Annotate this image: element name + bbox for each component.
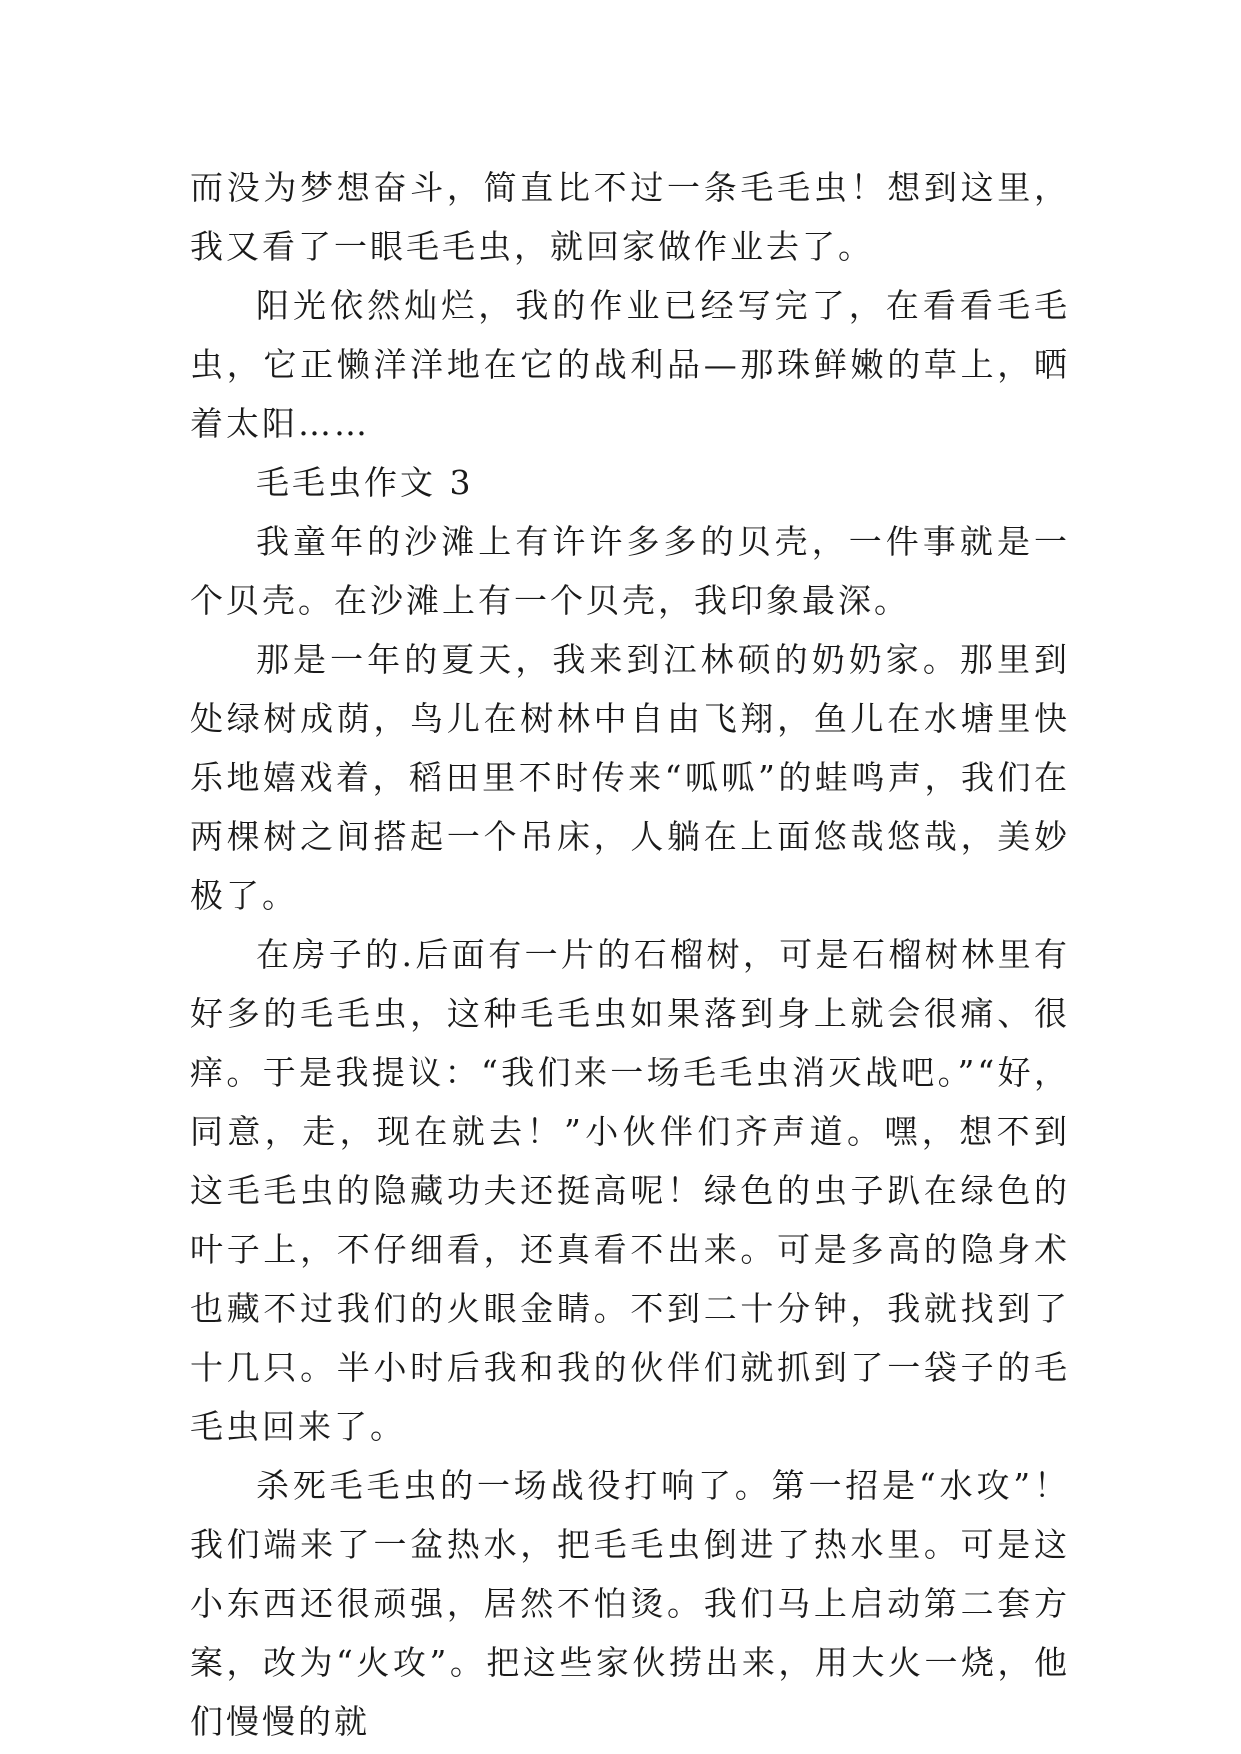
- paragraph-pomegranate: 在房子的.后面有一片的石榴树，可是石榴树林里有好多的毛毛虫，这种毛毛虫如果落到身上就会很痛、很痒。于是我提议：“我们来一场毛毛虫消灭战吧。”“好，同意，走，现在就去！”小伙伴们齐声道。嘿，想不到这毛毛虫的隐藏功夫还挺高呢！绿色的虫子趴在绿色的叶子上，不仔细看，还真看不出来。可是多高的隐身术也藏不过我们的火眼金睛。不到二十分钟，我就找到了十几只。半小时后我和我的伙伴们就抓到了一袋子的毛毛虫回来了。: [190, 935, 1070, 1446]
- paragraph-sunlight: 阳光依然灿烂，我的作业已经写完了，在看看毛毛虫，它正懒洋洋地在它的战利品—那珠鲜嫩的草上，晒着太阳……: [190, 286, 1070, 443]
- paragraph-summer: 那是一年的夏天，我来到江林硕的奶奶家。那里到处绿树成荫，鸟儿在树林中自由飞翔，鱼儿在水塘里快乐地嬉戏着，稻田里不时传来“呱呱”的蛙鸣声，我们在两棵树之间搭起一个吊床，人躺在上面悠哉悠哉，美妙极了。: [190, 640, 1070, 915]
- paragraph-battle: 杀死毛毛虫的一场战役打响了。第一招是“水攻”！我们端来了一盆热水，把毛毛虫倒进了热水里。可是这小东西还很顽强，居然不怕烫。我们马上启动第二套方案，改为“火攻”。把这些家伙捞出来，用大火一烧，他们慢慢的就: [190, 1466, 1070, 1741]
- paragraph-continuation: 而没为梦想奋斗，简直比不过一条毛毛虫！想到这里，我又看了一眼毛毛虫，就回家做作业去了。: [190, 168, 1070, 266]
- paragraph-shells: 我童年的沙滩上有许许多多的贝壳，一件事就是一个贝壳。在沙滩上有一个贝壳，我印象最深。: [190, 522, 1070, 620]
- document-body: [190, 158, 1070, 1751]
- section-heading: 毛毛虫作文 3: [256, 463, 474, 502]
